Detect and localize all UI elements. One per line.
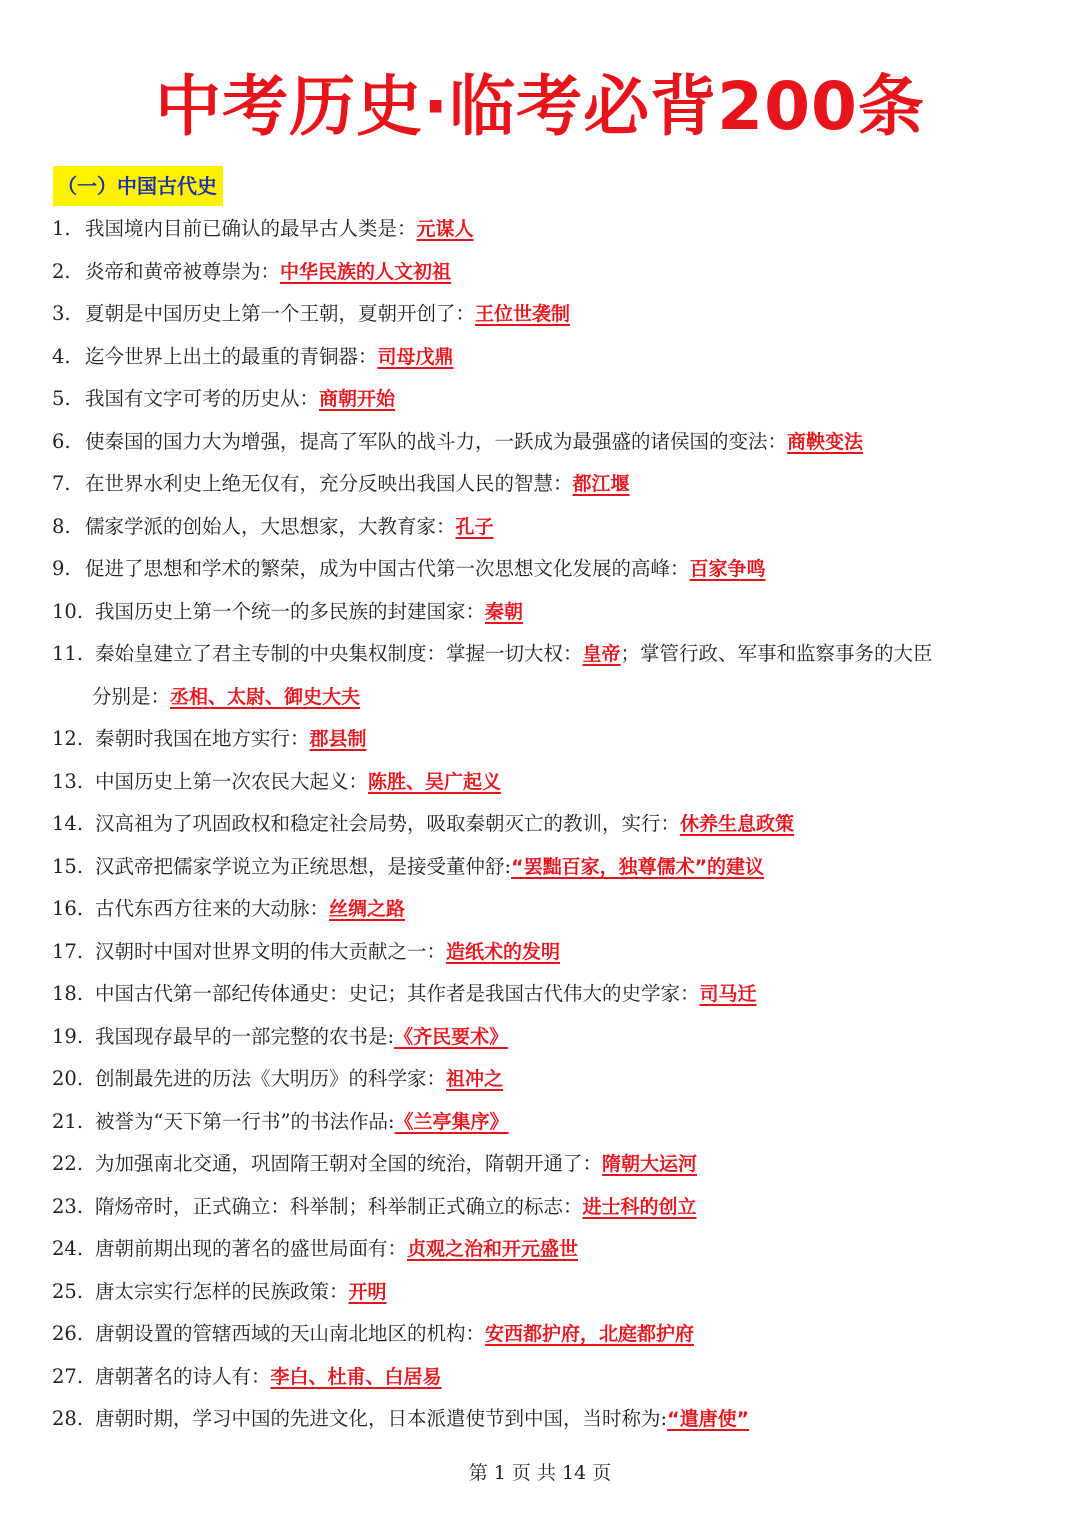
list-item xyxy=(52,1186,1042,1229)
item-number: 7. xyxy=(52,472,71,495)
item-number: 26. xyxy=(52,1322,84,1345)
list-item xyxy=(52,463,1042,506)
item-answer: 隋朝大运河 xyxy=(602,1153,698,1175)
item-answer: 《齐民要术》 xyxy=(394,1025,509,1048)
item-question: 创制最先进的历法《大明历》的科学家： xyxy=(95,1067,447,1090)
list-item xyxy=(52,548,1042,591)
item-question: 中国历史上第一次农民大起义： xyxy=(95,769,369,793)
item-question: 隋炀帝时，正式确立：科举制；科举制正式确立的标志： xyxy=(95,1194,583,1218)
item-answer: 司马迁 xyxy=(699,983,757,1005)
item-answer: 开明 xyxy=(348,1280,387,1303)
item-answer: 元谋人 xyxy=(416,218,474,240)
item-question: 古代东西方往来的大动脉： xyxy=(95,897,330,920)
item-continuation-line xyxy=(52,676,1042,719)
item-answer: 丞相、太尉、御史大夫 xyxy=(170,685,361,708)
list-item xyxy=(52,378,1042,421)
list-item xyxy=(52,1398,1042,1441)
item-question: 被誉为“天下第一行书”的书法作品: xyxy=(95,1109,395,1133)
item-number: 27. xyxy=(52,1364,84,1388)
item-number: 8. xyxy=(52,514,71,538)
item-question: 汉高祖为了巩固政权和稳定社会局势，吸取秦朝灭亡的教训，实行： xyxy=(95,812,681,835)
item-answer: 郡县制 xyxy=(309,728,367,750)
item-answer: “遣唐使” xyxy=(667,1408,750,1430)
item-answer: 《兰亭集序》 xyxy=(394,1110,509,1133)
item-number: 19. xyxy=(52,1024,84,1048)
list-item xyxy=(52,293,1042,336)
item-question: 儒家学派的创始人，大思想家，大教育家： xyxy=(85,514,456,538)
list-item xyxy=(52,1101,1042,1144)
item-answer: 都江堰 xyxy=(572,473,630,495)
item-question: 我国境内目前已确认的最早古人类是： xyxy=(85,217,417,240)
item-question: 中国古代第一部纪传体通史：史记；其作者是我国古代伟大的史学家： xyxy=(95,982,700,1005)
item-answer: 司母戊鼎 xyxy=(377,345,454,368)
item-answer: 休养生息政策 xyxy=(680,813,795,835)
list-item xyxy=(52,1313,1042,1356)
item-number: 4. xyxy=(52,344,71,368)
item-question: 迄今世界上出土的最重的青铜器： xyxy=(85,344,378,368)
item-number: 22. xyxy=(52,1152,84,1175)
item-answer: 进士科的创立 xyxy=(582,1195,697,1218)
item-answer: 陈胜、吴广起义 xyxy=(368,770,502,793)
item-answer: “罢黜百家，独尊儒术”的建议 xyxy=(511,855,765,878)
item-question: 为加强南北交通，巩固隋王朝对全国的统治，隋朝开通了： xyxy=(95,1152,603,1175)
item-question: 唐朝前期出现的著名的盛世局面有： xyxy=(95,1237,408,1260)
item-question: 我国历史上第一个统一的多民族的封建国家： xyxy=(95,599,486,623)
item-answer: 孔子 xyxy=(455,515,494,538)
item-question: 我国现存最早的一部完整的农书是: xyxy=(95,1024,395,1048)
list-item xyxy=(52,591,1042,634)
item-answer: 李白、杜甫、白居易 xyxy=(270,1365,442,1388)
item-number: 16. xyxy=(52,897,84,920)
item-answer: 秦朝 xyxy=(485,600,524,623)
item-question: 唐朝设置的管辖西域的天山南北地区的机构： xyxy=(95,1322,486,1345)
list-item xyxy=(52,1228,1042,1271)
item-number: 17. xyxy=(52,939,84,963)
item-number: 20. xyxy=(52,1067,84,1090)
list-item xyxy=(52,251,1042,294)
item-question: 炎帝和黄帝被尊崇为： xyxy=(85,259,281,283)
item-number: 2. xyxy=(52,259,71,283)
item-question: 唐朝著名的诗人有： xyxy=(95,1364,271,1388)
list-item xyxy=(52,888,1042,931)
item-number: 15. xyxy=(52,854,84,878)
item-question-continued: 分别是： xyxy=(92,684,171,708)
page-title: 中考历史·临考必背200条 xyxy=(155,68,925,145)
item-answer: 造纸术的发明 xyxy=(446,940,561,963)
page-footer: 第 1 页 共 14 页 xyxy=(468,1462,612,1484)
item-question: 秦始皇建立了君主专制的中央集权制度：掌握一切大权： xyxy=(95,642,583,665)
list-item xyxy=(52,1143,1042,1186)
list-item xyxy=(52,1271,1042,1314)
list-item xyxy=(52,421,1042,464)
list-item xyxy=(52,1058,1042,1101)
item-answer: 中华民族的人文初祖 xyxy=(280,260,452,283)
item-number: 9. xyxy=(52,557,71,580)
item-answer: 丝绸之路 xyxy=(329,898,406,920)
item-number: 24. xyxy=(52,1237,84,1260)
item-answer: 王位世袭制 xyxy=(475,303,571,325)
item-question: 唐太宗实行怎样的民族政策： xyxy=(95,1279,349,1303)
item-answer: 商朝开始 xyxy=(319,388,396,410)
item-answer: 皇帝 xyxy=(582,643,621,665)
item-question: 夏朝是中国历史上第一个王朝，夏朝开创了： xyxy=(85,302,476,325)
item-number: 12. xyxy=(52,727,84,750)
item-question: 秦朝时我国在地方实行： xyxy=(95,727,310,750)
item-number: 11. xyxy=(52,642,84,665)
list-item xyxy=(52,1016,1042,1059)
list-item xyxy=(52,803,1042,846)
item-number: 10. xyxy=(52,599,84,623)
section-heading: （一）中国古代史 xyxy=(53,166,223,206)
item-question: 汉朝时中国对世界文明的伟大贡献之一： xyxy=(95,939,447,963)
item-number: 1. xyxy=(52,217,71,240)
item-question: 我国有文字可考的历史从： xyxy=(85,387,320,410)
list-item xyxy=(52,208,1042,251)
list-item xyxy=(52,931,1042,974)
item-question: 在世界水利史上绝无仅有，充分反映出我国人民的智慧： xyxy=(85,472,573,495)
list-item xyxy=(52,633,1042,718)
list-item xyxy=(52,846,1042,889)
list-item xyxy=(52,718,1042,761)
item-number: 21. xyxy=(52,1109,84,1133)
item-number: 5. xyxy=(52,387,71,410)
list-item xyxy=(52,761,1042,804)
item-answer: 百家争鸣 xyxy=(689,558,766,580)
item-number: 18. xyxy=(52,982,84,1005)
item-answer: 安西都护府，北庭都护府 xyxy=(485,1323,695,1345)
list-item xyxy=(52,1356,1042,1399)
item-question: 唐朝时期，学习中国的先进文化，日本派遣使节到中国，当时称为: xyxy=(95,1407,668,1430)
item-number: 25. xyxy=(52,1279,84,1303)
list-item xyxy=(52,506,1042,549)
item-answer: 商鞅变法 xyxy=(787,430,864,453)
list-item xyxy=(52,336,1042,379)
item-number: 6. xyxy=(52,429,71,453)
item-question: 促进了思想和学术的繁荣，成为中国古代第一次思想文化发展的高峰： xyxy=(85,557,690,580)
item-question: 汉武帝把儒家学说立为正统思想，是接受董仲舒: xyxy=(95,854,512,878)
item-number: 28. xyxy=(52,1407,84,1430)
item-number: 14. xyxy=(52,812,84,835)
item-number: 13. xyxy=(52,769,84,793)
item-question-continued: ；掌管行政、军事和监察事务的大臣 xyxy=(620,642,933,665)
list-item xyxy=(52,973,1042,1016)
item-question: 使秦国的国力大为增强，提高了军队的战斗力，一跃成为最强盛的诸侯国的变法： xyxy=(85,429,788,453)
item-number: 3. xyxy=(52,302,71,325)
item-answer: 贞观之治和开元盛世 xyxy=(407,1238,579,1260)
item-answer: 祖冲之 xyxy=(446,1068,504,1090)
item-number: 23. xyxy=(52,1194,84,1218)
